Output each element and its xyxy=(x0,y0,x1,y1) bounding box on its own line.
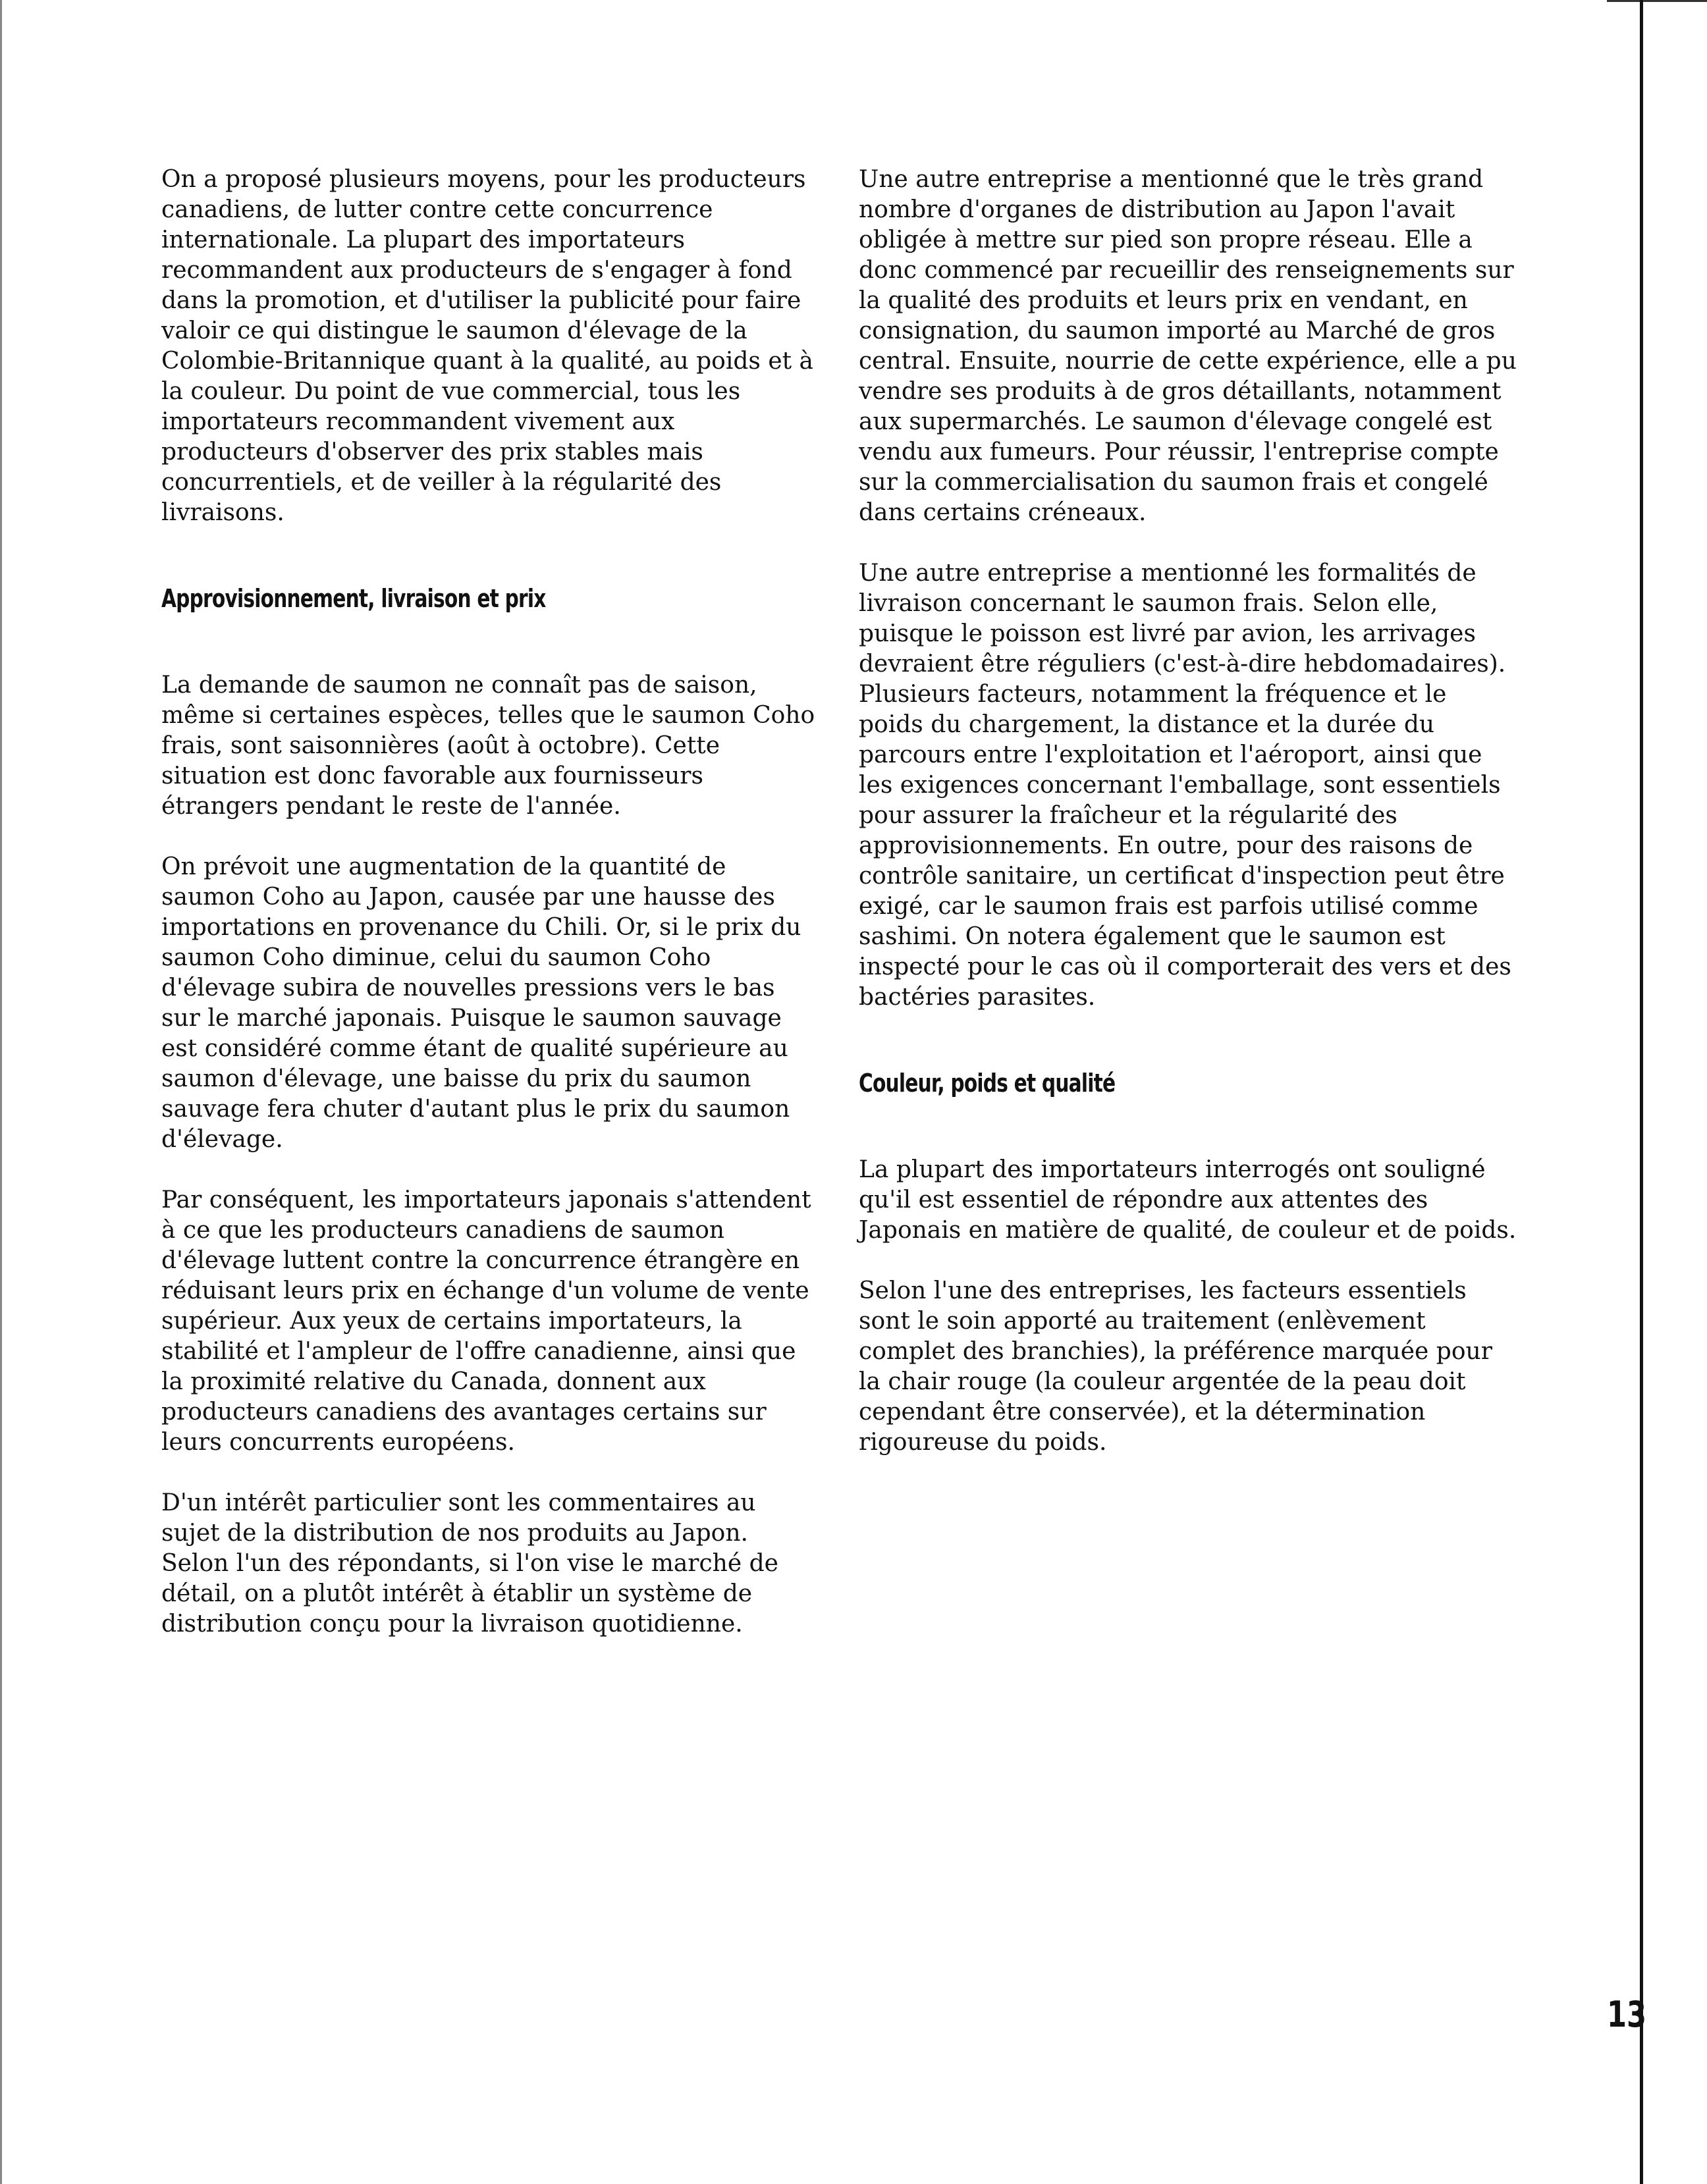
left-paragraph-1: On a proposé plusieurs moyens, pour les producteurs canadiens, de lutter contre cette concurrence internationale. La plupart des importateurs recommandent aux producteurs de s'engager à fond dans la promotion, et d'utiliser la publicité pour faire valoir ce qui distingue le saumon d'élevage de la Colombie-Britannique quant à la qualité, au poids et à la couleur. Du point de vue commercial, tous les importateurs recommandent vivement aux producteurs d'observer des prix stables mais concurrentiels, et de veiller à la régularité des livraisons. xyxy=(161,166,813,526)
right-paragraph-4: Selon l'une des entreprises, les facteurs essentiels sont le soin apporté au traitement (enlèvement complet des branchies), la préférence marquée pour la chair rouge (la couleur argentée de la peau doit cependant être conservée), et la détermination rigoureuse du poids. xyxy=(859,1277,1492,1456)
right-margin-rule xyxy=(1640,0,1643,2184)
right-paragraph-3: La plupart des importateurs interrogés ont souligné qu'il est essentiel de répondre aux attentes des Japonais en matière de qualité, de couleur et de poids. xyxy=(859,1156,1517,1244)
left-column xyxy=(161,165,820,1639)
right-paragraph-1: Une autre entreprise a mentionné que le très grand nombre d'organes de distribution au Japon l'avait obligée à mettre sur pied son propre réseau. Elle a donc commencé par recueillir des renseignements sur la qualité des produits et leurs prix en vendant, en consignation, du saumon importé au Marché de gros central. Ensuite, nourrie de cette expérience, elle a pu vendre ses produits à de gros détaillants, notamment aux supermarchés. Le saumon d'élevage congelé est vendu aux fumeurs. Pour réussir, l'entreprise compte sur la commercialisation du saumon frais et congelé dans certains créneaux. xyxy=(859,166,1517,526)
heading-approvisionnement: Approvisionnement, livraison et prix xyxy=(161,584,546,613)
left-paragraph-5: D'un intérêt particulier sont les commentaires au sujet de la distribution de nos produits au Japon. Selon l'un des répondants, si l'on vise le marché de détail, on a plutôt intérêt à établir un système de distribution conçu pour la livraison quotidienne. xyxy=(161,1489,778,1638)
top-rule xyxy=(1607,0,1707,2)
page-number: 13 xyxy=(1607,1994,1647,2035)
left-paragraph-3: On prévoit une augmentation de la quantité de saumon Coho au Japon, causée par une hausse des importations en provenance du Chili. Or, si le prix du saumon Coho diminue, celui du saumon Coho d'élevage subira de nouvelles pressions vers le bas sur le marché japonais. Puisque le saumon sauvage est considéré comme étant de qualité supérieure au saumon d'élevage, une baisse du prix du saumon sauvage fera chuter d'autant plus le prix du saumon d'élevage. xyxy=(161,853,801,1153)
page-left-edge xyxy=(0,0,2,2184)
left-paragraph-4: Par conséquent, les importateurs japonais s'attendent à ce que les producteurs canadiens de saumon d'élevage luttent contre la concurrence étrangère en réduisant leurs prix en échange d'un volume de vente supérieur. Aux yeux de certains importateurs, la stabilité et l'ampleur de l'offre canadienne, ainsi que la proximité relative du Canada, donnent aux producteurs canadiens des avantages certains sur leurs concurrents européens. xyxy=(161,1186,811,1456)
right-column xyxy=(859,165,1517,1458)
heading-couleur-poids-qualite: Couleur, poids et qualité xyxy=(859,1069,1116,1098)
left-paragraph-2: La demande de saumon ne connaît pas de saison, même si certaines espèces, telles que le saumon Coho frais, sont saisonnières (août à octobre). Cette situation est donc favorable aux fournisseurs étrangers pendant le reste de l'année. xyxy=(161,672,815,820)
right-paragraph-2: Une autre entreprise a mentionné les formalités de livraison concernant le saumon frais. Selon elle, puisque le poisson est livré par avion, les arrivages devraient être réguliers (c'est-à-dire hebdomadaires). Plusieurs facteurs, notamment la fréquence et le poids du chargement, la distance et la durée du parcours entre l'exploitation et l'aéroport, ainsi que les exigences concernant l'emballage, sont essentiels pour assurer la fraîcheur et la régularité des approvisionnements. En outre, pour des raisons de contrôle sanitaire, un certificat d'inspection peut être exigé, car le saumon frais est parfois utilisé comme sashimi. On notera également que le saumon est inspecté pour le cas où il comporterait des vers et des bactéries parasites. xyxy=(859,560,1511,1011)
